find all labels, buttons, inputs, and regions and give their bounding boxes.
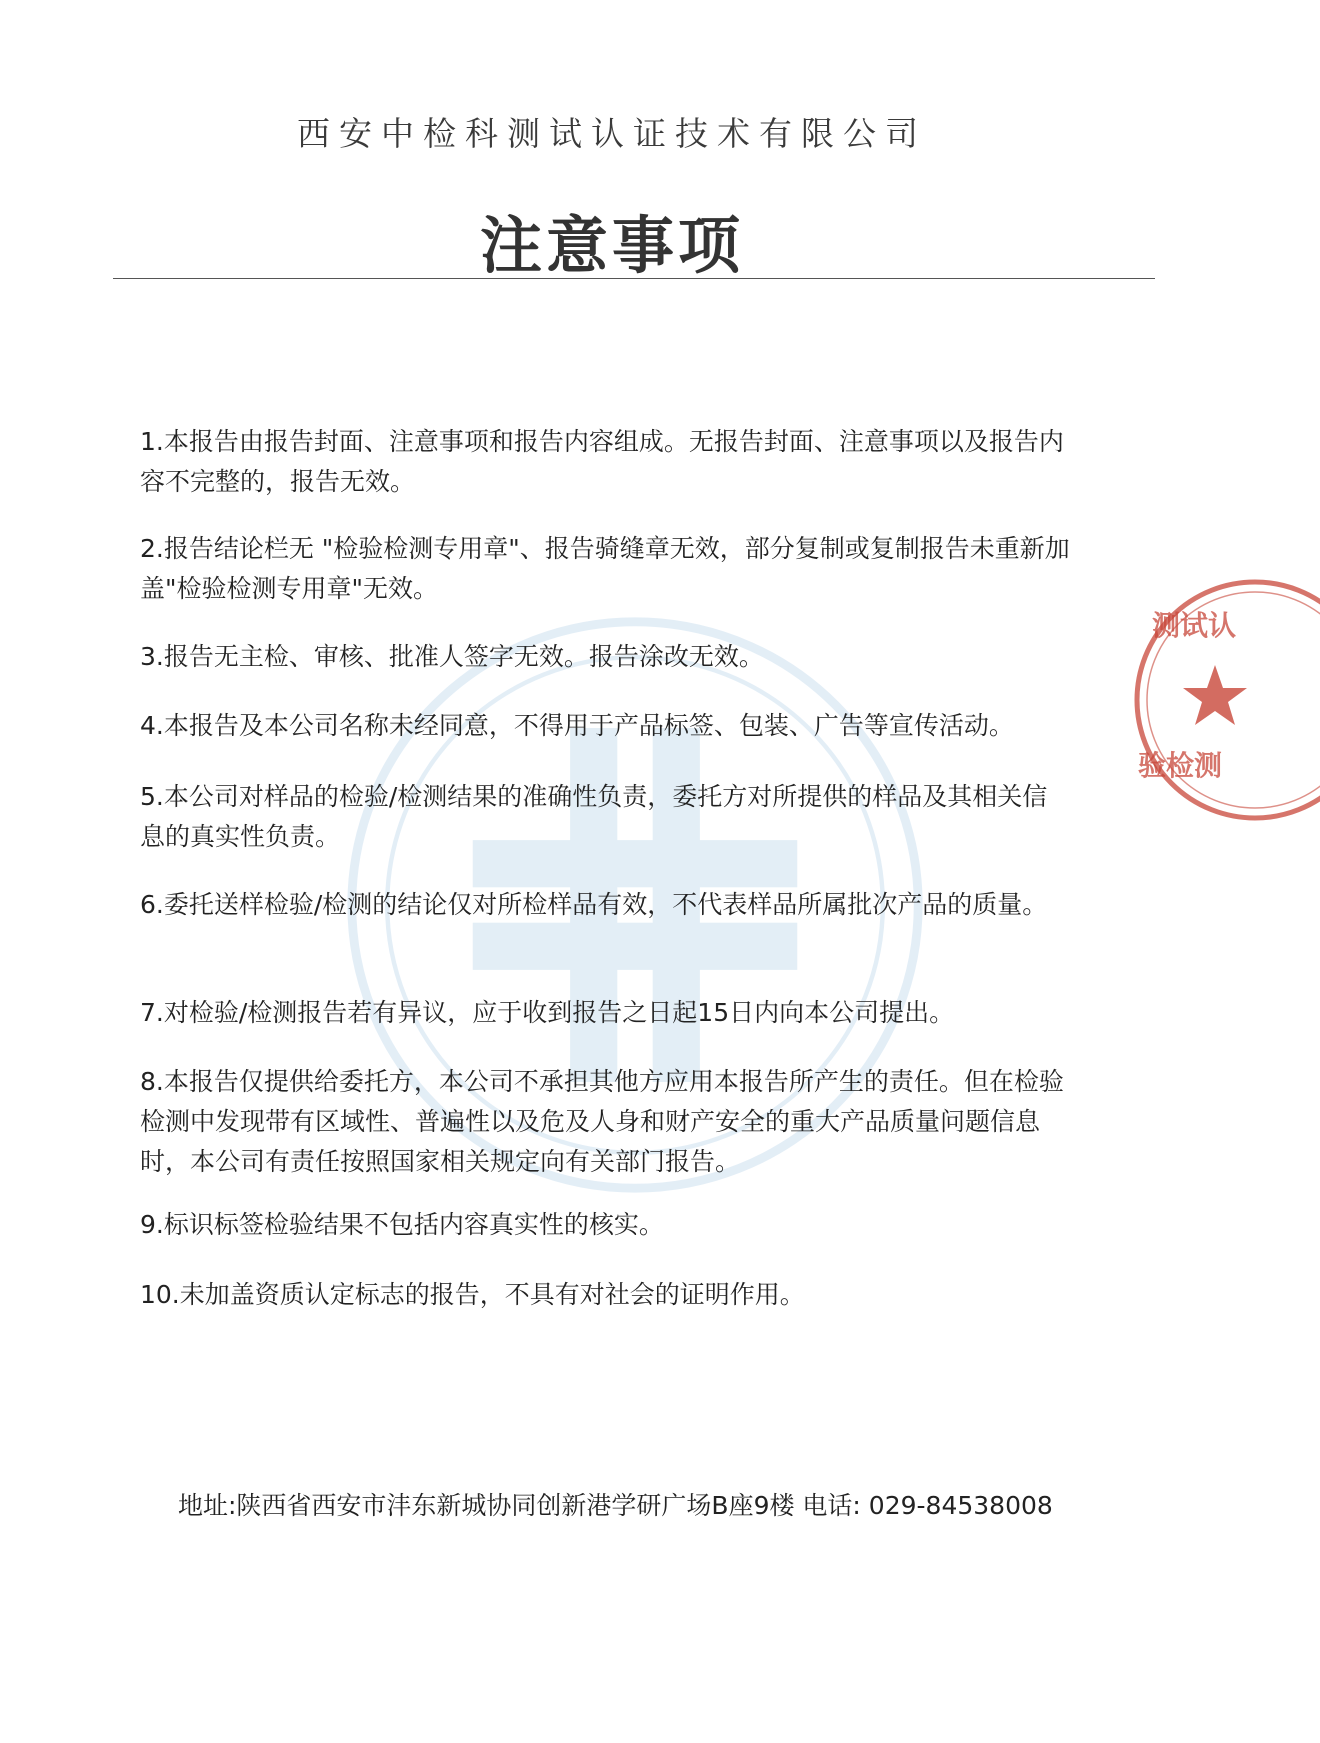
notice-item	[140, 1062, 1070, 1182]
notice-number: 9.	[140, 1210, 164, 1239]
title-divider	[113, 278, 1155, 279]
notice-item	[140, 1275, 1070, 1315]
notice-text: 报告无主检、审核、批准人签字无效。报告涂改无效。	[163, 642, 764, 671]
notice-text: 标识标签检验结果不包括内容真实性的核实。	[163, 1210, 664, 1239]
notice-text: 未加盖资质认定标志的报告，不具有对社会的证明作用。	[179, 1280, 805, 1309]
notice-item	[140, 422, 1070, 502]
notice-number: 3.	[140, 642, 164, 671]
notice-number: 7.	[140, 998, 164, 1027]
notice-number: 2.	[140, 534, 164, 563]
seal-text-bottom: 验检测	[1138, 749, 1223, 782]
notice-number: 8.	[140, 1067, 164, 1096]
notice-item	[140, 993, 1070, 1033]
notice-text: 报告结论栏无 "检验检测专用章"、报告骑缝章无效，部分复制或复制报告未重新加盖"检验检测专用章"无效。	[140, 534, 1070, 603]
page-title: 注意事项	[479, 209, 744, 282]
notice-text: 对检验/检测报告若有异议，应于收到报告之日起15日内向本公司提出。	[163, 998, 955, 1027]
notice-item	[140, 529, 1070, 609]
notice-item	[140, 1205, 1070, 1245]
official-seal-icon	[1130, 570, 1320, 830]
notice-number: 5.	[140, 782, 164, 811]
notice-number: 10.	[140, 1280, 180, 1309]
notice-number: 6.	[140, 890, 164, 919]
footer-address: 地址:陕西省西安市沣东新城协同创新港学研广场B座9楼 电话: 029-84538008	[178, 1491, 1053, 1520]
seal-text-top: 测试认	[1152, 609, 1237, 642]
notice-text: 本报告仅提供给委托方，本公司不承担其他方应用本报告所产生的责任。但在检验检测中发现带有区域性、普遍性以及危及人身和财产安全的重大产品质量问题信息时，本公司有责任按照国家相关规定向有关部门报告。	[140, 1067, 1064, 1176]
notice-number: 4.	[140, 711, 164, 740]
notice-text: 本公司对样品的检验/检测结果的准确性负责，委托方对所提供的样品及其相关信息的真实性负责。	[140, 782, 1048, 851]
notice-text: 委托送样检验/检测的结论仅对所检样品有效，不代表样品所属批次产品的质量。	[163, 890, 1048, 919]
notice-item	[140, 637, 1070, 677]
notice-text: 本报告及本公司名称未经同意，不得用于产品标签、包装、广告等宣传活动。	[163, 711, 1014, 740]
notice-text: 本报告由报告封面、注意事项和报告内容组成。无报告封面、注意事项以及报告内容不完整的，报告无效。	[140, 427, 1064, 496]
notice-number: 1.	[140, 427, 164, 456]
company-name: 西安中检科测试认证技术有限公司	[297, 114, 927, 153]
notice-item	[140, 777, 1070, 857]
notice-item	[140, 706, 1070, 746]
notice-item	[140, 885, 1070, 925]
